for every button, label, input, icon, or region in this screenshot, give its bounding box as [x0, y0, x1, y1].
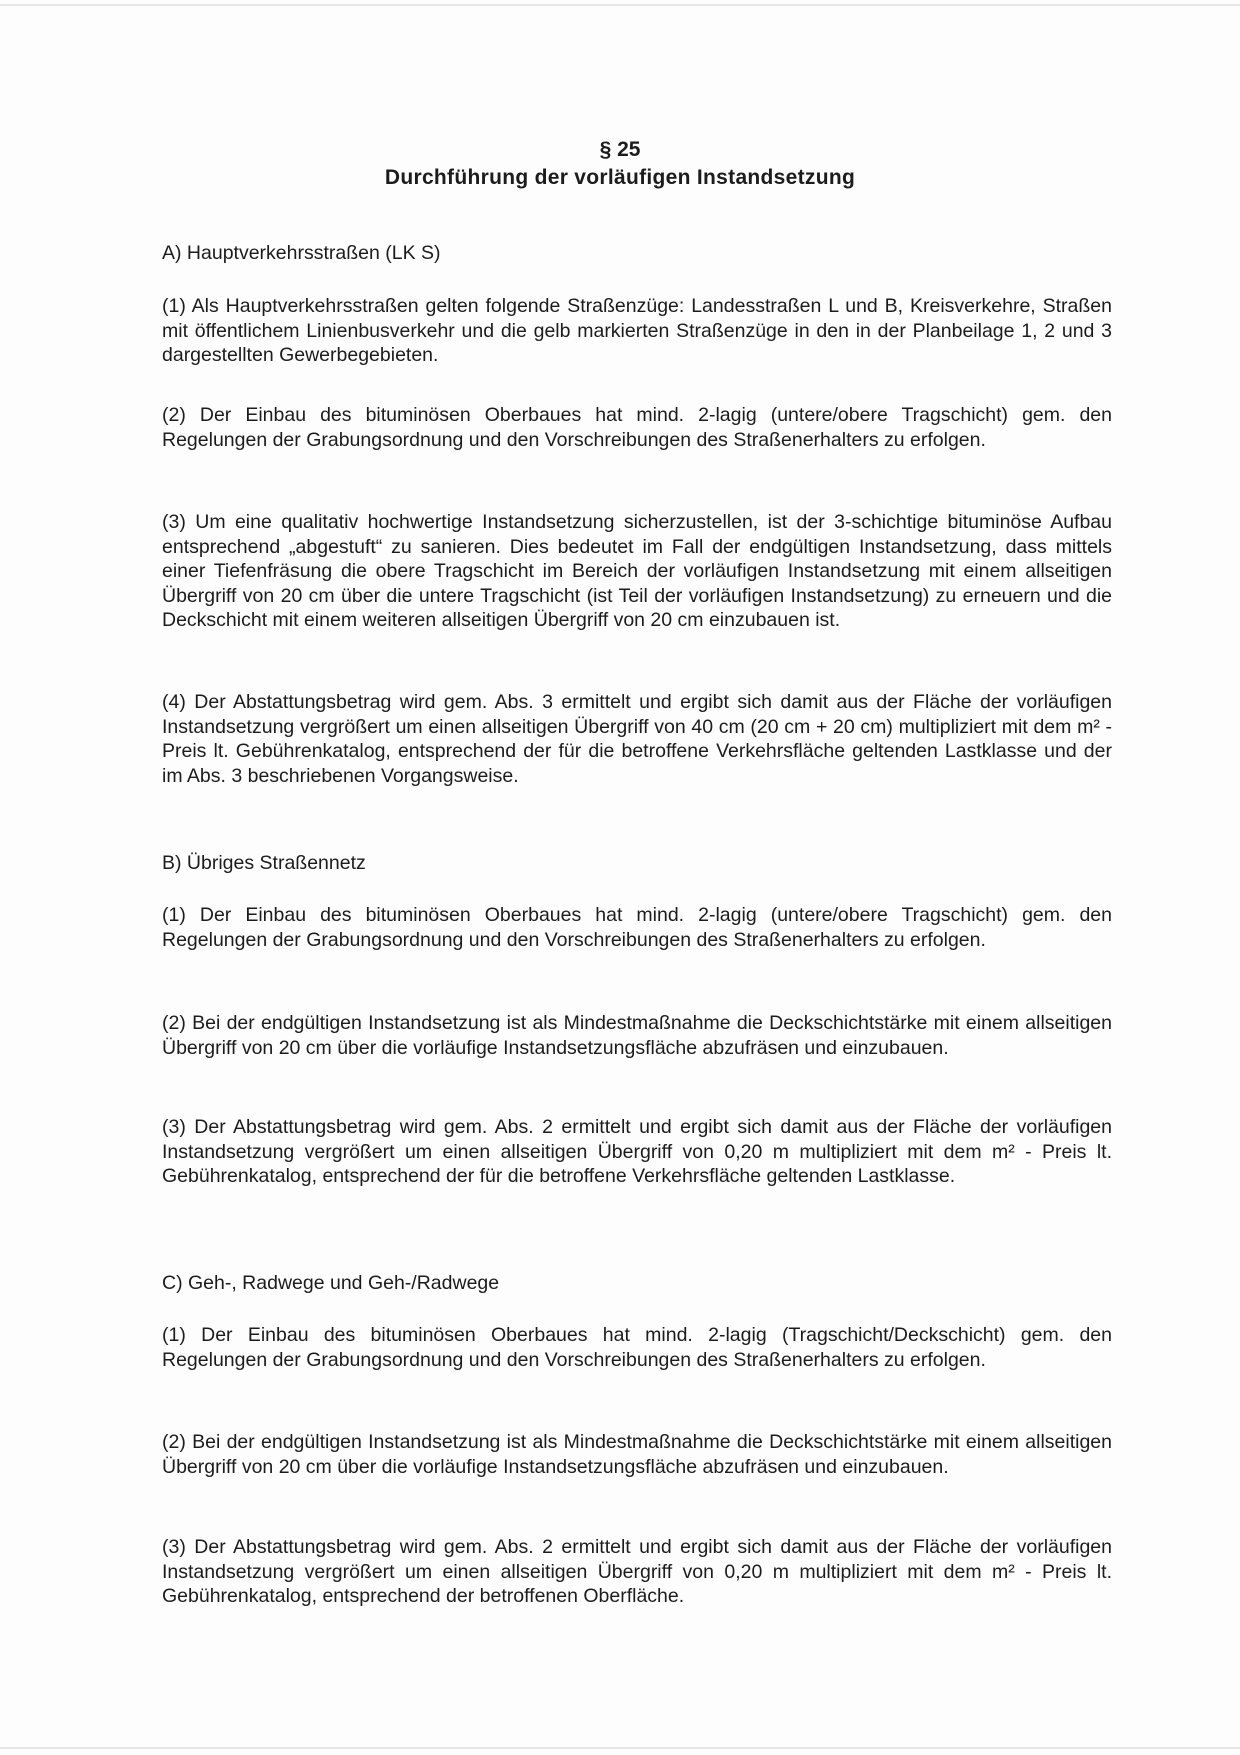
section-b-item-2: (2) Bei der endgültigen Instandsetzung ist als Mindestmaßnahme die Deckschichtstärke mit einem allseitigen Übergriff von 20 cm über die vorläufige Instandsetzungsfläche abzufräsen und einzubauen. — [162, 1012, 1112, 1059]
section-a-item-4: (4) Der Abstattungsbetrag wird gem. Abs. 3 ermittelt und ergibt sich damit aus der Fläche der vorläufigen Instandsetzung vergrößert um einen allseitigen Übergriff von 40 cm (20 cm + 20 cm) multipliziert mit dem m² - Preis lt. Gebührenkatalog, entsprechend der für die betroffene Verkehrsfläche geltenden Lastklasse und der im Abs. 3 beschriebenen Vorgangsweise. — [162, 691, 1112, 787]
section-b-item-3: (3) Der Abstattungsbetrag wird gem. Abs. 2 ermittelt und ergibt sich damit aus der Fläche der vorläufigen Instandsetzung vergrößert um einen allseitigen Übergriff von 0,20 m multipliziert mit dem m² - Preis lt. Gebührenkatalog, entsprechend der für die betroffene Verkehrsfläche geltenden Lastklasse. — [162, 1116, 1112, 1187]
paragraph-number: § 25 — [599, 138, 641, 161]
scan-bottom-edge — [0, 1747, 1240, 1749]
section-b-item-1: (1) Der Einbau des bituminösen Oberbaues hat mind. 2-lagig (untere/obere Tragschicht) gem. den Regelungen der Grabungsordnung und den Vorschreibungen des Straßenerhalters zu erfolgen. — [162, 904, 1112, 951]
section-a-item-2: (2) Der Einbau des bituminösen Oberbaues hat mind. 2-lagig (untere/obere Tragschicht) gem. den Regelungen der Grabungsordnung und den Vorschreibungen des Straßenerhalters zu erfolgen. — [162, 404, 1112, 451]
section-heading-b: B) Übriges Straßennetz — [162, 852, 366, 874]
scan-top-edge — [0, 4, 1240, 6]
section-a-item-3: (3) Um eine qualitativ hochwertige Instandsetzung sicherzustellen, ist der 3-schichtige bituminöse Aufbau entsprechend „abgestuft“ zu sanieren. Dies bedeutet im Fall der endgültigen Instandsetzung, dass mittels einer Tiefenfräsung die obere Tragschicht im Bereich der vorläufigen Instandsetzung mit einem allseitigen Übergriff von 20 cm über die untere Tragschicht (ist Teil der vorläufigen Instandsetzung) zu erneuern und die Deckschicht mit einem weiteren allseitigen Übergriff von 20 cm einzubauen ist. — [162, 511, 1112, 631]
section-c-item-1: (1) Der Einbau des bituminösen Oberbaues hat mind. 2-lagig (Tragschicht/Deckschicht) gem. den Regelungen der Grabungsordnung und den Vorschreibungen des Straßenerhalters zu erfolgen. — [162, 1324, 1112, 1371]
section-a-item-1: (1) Als Hauptverkehrsstraßen gelten folgende Straßenzüge: Landesstraßen L und B, Kreisverkehre, Straßen mit öffentlichem Linienbusverkehr und die gelb markierten Straßenzüge in den in der Planbeilage 1, 2 und 3 dargestellten Gewerbegebieten. — [162, 295, 1112, 366]
section-heading-c: C) Geh-, Radwege und Geh-/Radwege — [162, 1272, 500, 1294]
section-c-item-2: (2) Bei der endgültigen Instandsetzung ist als Mindestmaßnahme die Deckschichtstärke mit einem allseitigen Übergriff von 20 cm über die vorläufige Instandsetzungsfläche abzufräsen und einzubauen. — [162, 1431, 1112, 1478]
section-heading-a: A) Hauptverkehrsstraßen (LK S) — [162, 242, 441, 264]
paragraph-title: Durchführung der vorläufigen Instandsetzung — [384, 166, 856, 189]
section-c-item-3: (3) Der Abstattungsbetrag wird gem. Abs. 2 ermittelt und ergibt sich damit aus der Fläche der vorläufigen Instandsetzung vergrößert um einen allseitigen Übergriff von 0,20 m multipliziert mit dem m² - Preis lt. Gebührenkatalog, entsprechend der betroffenen Oberfläche. — [162, 1536, 1112, 1607]
